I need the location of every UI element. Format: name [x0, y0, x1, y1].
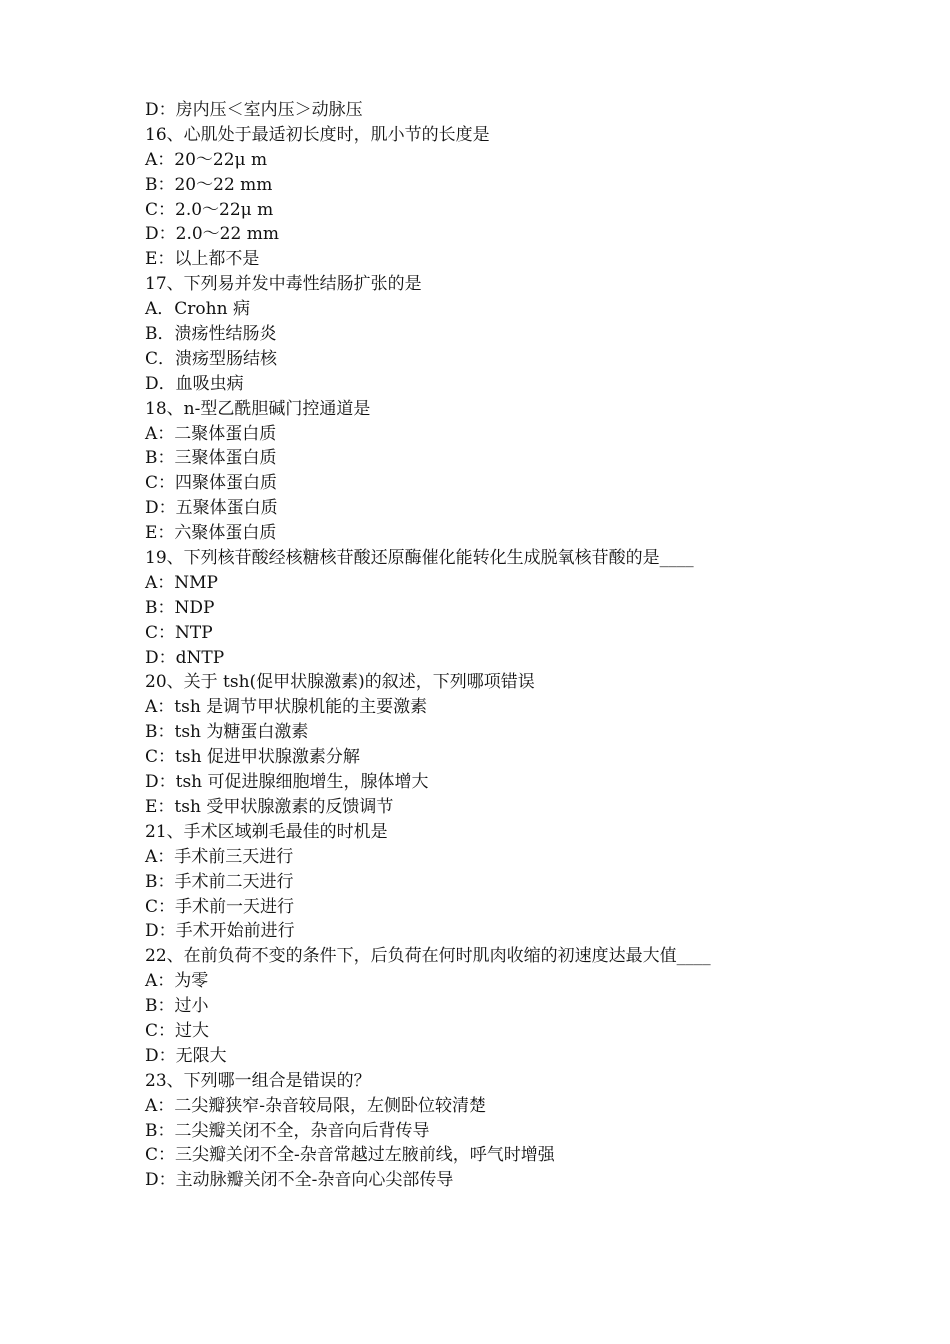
option-line: E：六聚体蛋白质: [145, 523, 277, 544]
option-line: B．溃疡性结肠炎: [145, 324, 277, 345]
option-line: D：2.0～22 mm: [145, 224, 279, 245]
option-line: A：tsh 是调节甲状腺机能的主要激素: [145, 697, 428, 718]
document-body: [145, 98, 845, 1193]
option-line: A：二尖瓣狭窄-杂音较局限，左侧卧位较清楚: [145, 1095, 487, 1116]
option-line: A：为零: [145, 971, 209, 992]
option-line: A：二聚体蛋白质: [145, 423, 277, 444]
question-line: 17、下列易并发中毒性结肠扩张的是: [145, 274, 422, 295]
option-line: D：无限大: [145, 1045, 227, 1066]
option-line: D：房内压＜室内压＞动脉压: [145, 100, 363, 120]
question-line: 21、手术区域剃毛最佳的时机是: [145, 821, 388, 842]
option-line: A：手术前三天进行: [145, 846, 294, 867]
option-line: D：五聚体蛋白质: [145, 498, 278, 519]
question-line: 19、下列核苷酸经核糖核苷酸还原酶催化能转化生成脱氧核苷酸的是____: [145, 548, 694, 569]
option-line: D：dNTP: [145, 647, 225, 668]
option-line: C：手术前一天进行: [145, 896, 295, 917]
question-line: 20、关于 tsh(促甲状腺激素)的叙述，下列哪项错误: [145, 672, 535, 693]
option-line: D：tsh 可促进腺细胞增生，腺体增大: [145, 772, 429, 793]
option-line: B：过小: [145, 996, 209, 1017]
question-line: 22、在前负荷不变的条件下，后负荷在何时肌肉收缩的初速度达最大值____: [145, 946, 711, 967]
option-line: B：tsh 为糖蛋白激素: [145, 722, 309, 743]
option-line: B：20～22 mm: [145, 174, 273, 195]
option-line: C：三尖瓣关闭不全-杂音常越过左腋前线，呼气时增强: [145, 1145, 555, 1166]
option-line: A：NMP: [145, 572, 218, 593]
option-line: C：NTP: [145, 622, 213, 643]
option-line: E：tsh 受甲状腺激素的反馈调节: [145, 796, 394, 817]
option-line: B：二尖瓣关闭不全，杂音向后背传导: [145, 1120, 430, 1141]
option-line: C：四聚体蛋白质: [145, 473, 278, 494]
option-line: A：20～22μ m: [145, 149, 268, 170]
question-line: 23、下列哪一组合是错误的？: [145, 1070, 371, 1091]
option-line: C：过大: [145, 1020, 210, 1041]
option-line: D．血吸虫病: [145, 373, 244, 394]
option-line: D：手术开始前进行: [145, 921, 295, 942]
option-line: B：三聚体蛋白质: [145, 448, 277, 469]
option-line: A．Crohn 病: [145, 299, 250, 320]
option-line: B：NDP: [145, 597, 215, 618]
option-line: C：2.0～22μ m: [145, 199, 274, 220]
option-line: E：以上都不是: [145, 249, 260, 270]
option-line: B：手术前二天进行: [145, 871, 294, 892]
option-line: C：tsh 促进甲状腺激素分解: [145, 747, 360, 768]
question-line: 18、n-型乙酰胆碱门控通道是: [145, 398, 371, 419]
option-line: D：主动脉瓣关闭不全-杂音向心尖部传导: [145, 1170, 454, 1191]
option-line: C．溃疡型肠结核: [145, 348, 278, 369]
question-line: 16、心肌处于最适初长度时，肌小节的长度是: [145, 124, 490, 145]
